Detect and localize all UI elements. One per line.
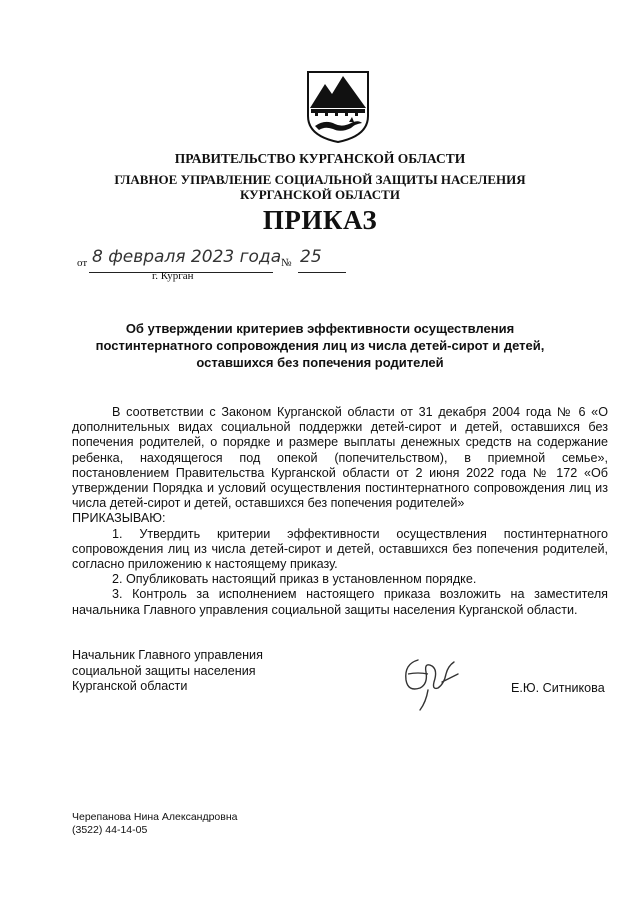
- signer-position-line3: Курганской области: [72, 679, 188, 693]
- handwritten-number: 25: [300, 247, 322, 267]
- city-label: г. Курган: [152, 270, 194, 282]
- department-name-line1: ГЛАВНОЕ УПРАВЛЕНИЕ СОЦИАЛЬНОЙ ЗАЩИТЫ НАСЕЛЕНИЯ: [114, 172, 526, 187]
- document-type-title: ПРИКАЗ: [262, 205, 378, 235]
- order-heading: Об утверждении критериев эффективности осуществления постинтернатного сопровождения лиц из числа детей-сирот и детей, оставшихся без попечения родителей: [95, 321, 545, 370]
- number-label: №: [281, 257, 292, 269]
- order-item-2: 2. Опубликовать настоящий приказ в установленном порядке.: [112, 572, 477, 587]
- department-name-line2: КУРГАНСКОЙ ОБЛАСТИ: [240, 187, 400, 202]
- preamble-paragraph: В соответствии с Законом Курганской области от 31 декабря 2004 года № 6 «О дополнительных видах социальной поддержки детей-сирот и детей, оставшихся без попечения родителей, о порядке и размере выплаты денежных средств на содержание ребенка, находящегося под опекой (попечительством), в приемной семье», постановлением Правительства Курганской области от 2 июня 2022 года № 172 «Об утверждении Порядка и условий осуществления постинтернатного сопровождения лиц из числа детей-сирот и детей, оставшихся без попечения родителей»: [72, 405, 608, 511]
- signer-name: Е.Ю. Ситникова: [511, 681, 605, 695]
- order-item-3: 3. Контроль за исполнением настоящего приказа возложить на заместителя начальника Главного управления социальной защиты населения Курганской области.: [72, 587, 608, 617]
- coat-of-arms-emblem: [305, 70, 371, 144]
- order-body: [72, 405, 608, 618]
- executor-name: Черепанова Нина Александровна: [72, 811, 238, 823]
- signer-position-line2: социальной защиты населения: [72, 663, 256, 678]
- department-name: [0, 172, 640, 202]
- handwritten-signature: [398, 652, 464, 712]
- order-word: ПРИКАЗЫВАЮ:: [72, 511, 166, 526]
- order-item-1: 1. Утвердить критерии эффективности осуществления постинтернатного сопровождения лиц из числа детей-сирот и детей, оставшихся без попечения родителей, согласно приложению к настоящему приказу.: [72, 526, 608, 572]
- government-name: ПРАВИТЕЛЬСТВО КУРГАНСКОЙ ОБЛАСТИ: [174, 151, 466, 166]
- handwritten-date: 8 февраля 2023 года: [92, 247, 282, 267]
- executor-info: [72, 811, 238, 837]
- date-from-label: от: [77, 257, 88, 269]
- signer-position-line1: Начальник Главного управления: [72, 648, 263, 662]
- executor-phone: (3522) 44-14-05: [72, 824, 148, 836]
- signer-position: [72, 648, 263, 695]
